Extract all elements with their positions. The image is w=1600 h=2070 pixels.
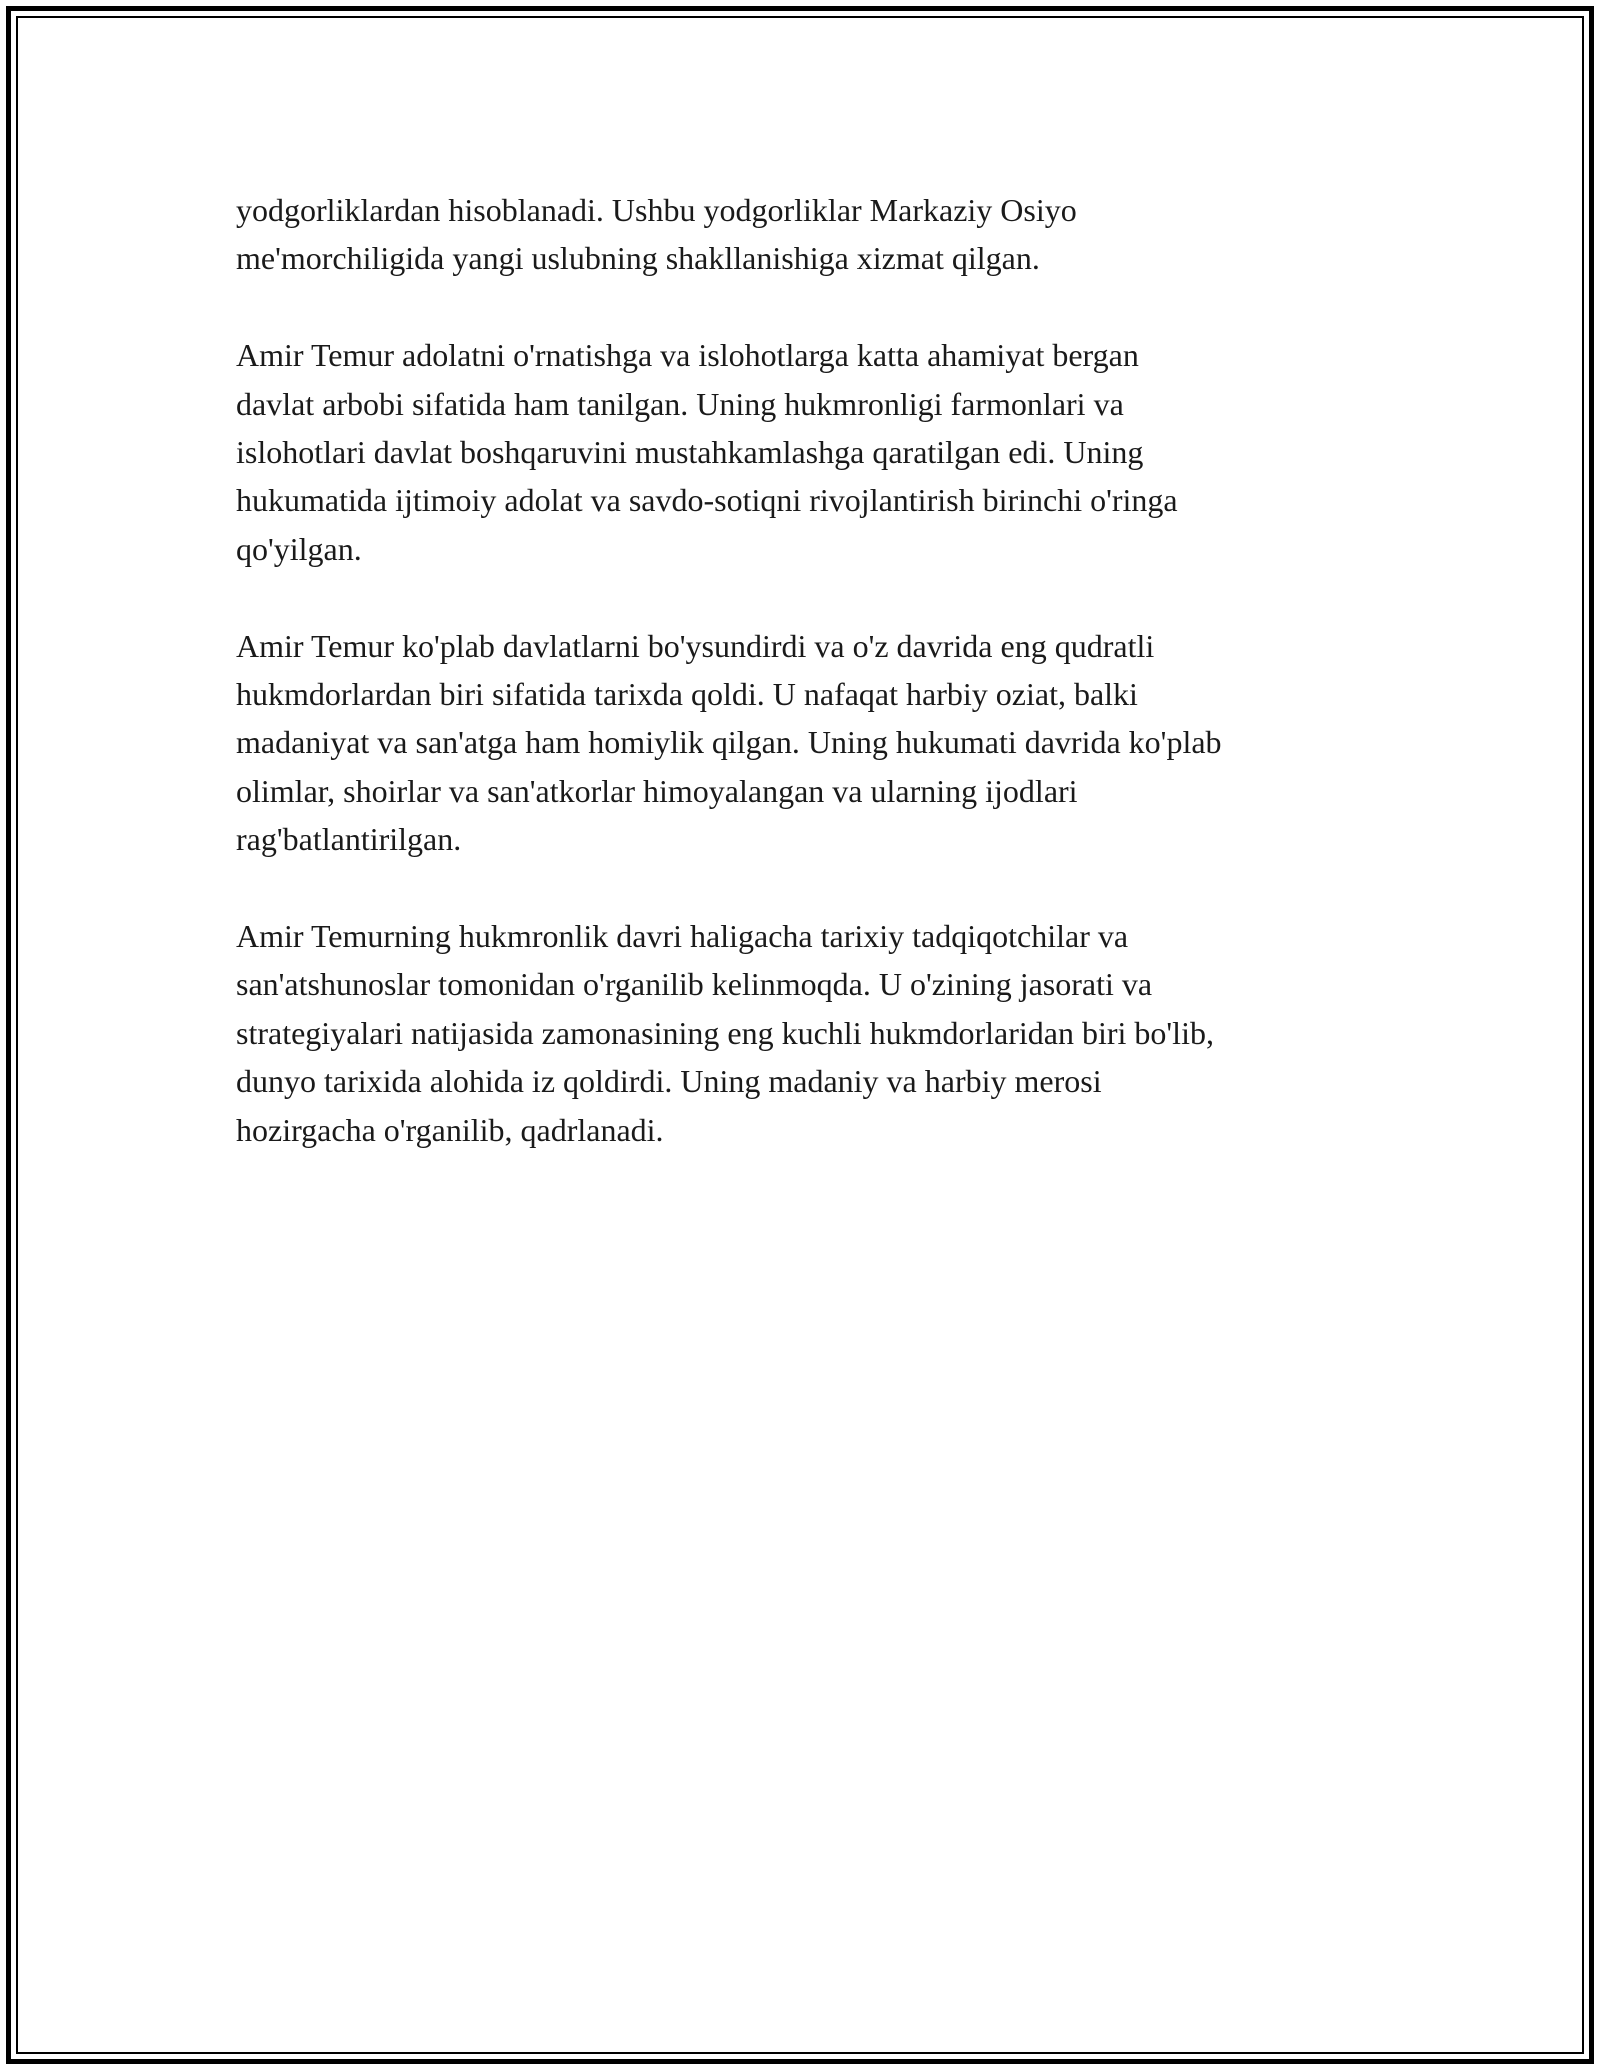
text-line: yodgorliklardan hisoblanadi. Ushbu yodgorliklar Markaziy Osiyo: [236, 192, 1077, 228]
paragraph: [236, 622, 1376, 864]
text-line: rag'batlantirilgan.: [236, 821, 462, 858]
text-line: strategiyalari natijasida zamonasining eng kuchli hukmdorlaridan biri bo'lib,: [236, 1014, 1214, 1051]
text-line: davlat arbobi sifatida ham tanilgan. Uning hukmronligi farmonlari va: [236, 385, 1124, 422]
text-line: hozirgacha o'rganilib, qadrlanadi.: [236, 1111, 664, 1148]
paragraph: [236, 186, 1376, 283]
paragraph: [236, 912, 1376, 1154]
text-line: olimlar, shoirlar va san'atkorlar himoyalangan va ularning ijodlari: [236, 772, 1078, 809]
text-line: san'atshunoslar tomonidan o'rganilib kelinmoqda. U o'zining jasorati va: [236, 966, 1153, 1003]
text-line: Amir Temur ko'plab davlatlarni bo'ysundirdi va o'z davrida eng qudratli: [236, 627, 1155, 664]
text-line: madaniyat va san'atga ham homiylik qilgan. Uning hukumati davrida ko'plab: [236, 724, 1222, 761]
document-body: [236, 186, 1376, 1202]
text-line: hukumatida ijtimoiy adolat va savdo-sotiqni rivojlantirish birinchi o'ringa: [236, 482, 1178, 519]
text-line: hukmdorlardan biri sifatida tarixda qoldi. U nafaqat harbiy oziat, balki: [236, 676, 1138, 713]
text-line: me'morchiligida yangi uslubning shakllanishiga xizmat qilgan.: [236, 240, 1040, 277]
text-line: dunyo tarixida alohida iz qoldirdi. Uning madaniy va harbiy merosi: [236, 1063, 1102, 1100]
text-line: qo'yilgan.: [236, 530, 362, 567]
text-line: islohotlari davlat boshqaruvini mustahkamlashga qaratilgan edi. Uning: [236, 434, 1144, 471]
text-line: Amir Temur adolatni o'rnatishga va islohotlarga katta ahamiyat bergan: [236, 337, 1139, 374]
paragraph: [236, 331, 1376, 573]
text-line: Amir Temurning hukmronlik davri haligacha tarixiy tadqiqotchilar va: [236, 918, 1129, 955]
